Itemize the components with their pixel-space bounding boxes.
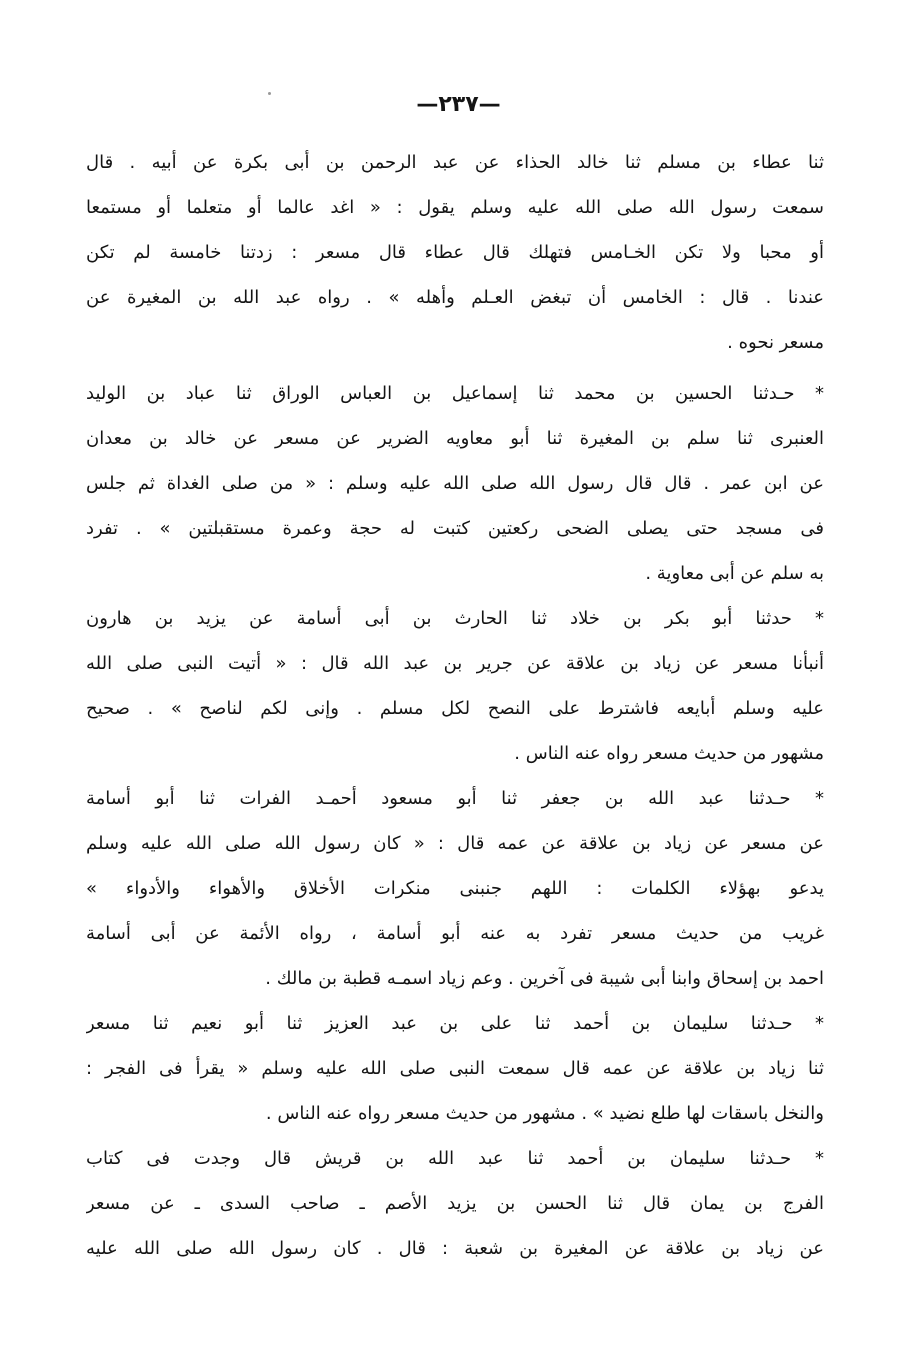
paragraph-1	[86, 140, 824, 365]
text-line: عليه وسلم أبايعه فاشترط على النصح لكل مسلم . وإنى لكم لناصح » . صحيح	[86, 698, 824, 719]
text-line: العنبرى ثنا سلم بن المغيرة ثنا أبو معاويه الضرير عن مسعر عن خالد بن معدان	[86, 428, 824, 449]
text-line: يدعو بهؤلاء الكلمات : اللهم جنبنى منكرات الأخلاق والأهواء والأدواء »	[86, 878, 824, 899]
text-line: * حـدثنا عبد الله بن جعفر ثنا أبو مسعود أحمـد الفرات ثنا أبو أسامة	[86, 788, 824, 809]
paragraph-3	[86, 596, 824, 776]
text-line: عن ابن عمر . قال قال رسول الله صلى الله عليه وسلم : « من صلى الغداة ثم جلس	[86, 473, 824, 494]
text-line: عن زياد بن علاقة عن المغيرة بن شعبة : قال . كان رسول الله صلى الله عليه	[86, 1238, 824, 1259]
paper-speck	[268, 92, 271, 95]
text-line: أو محبا ولا تكن الخـامس فتهلك قال عطاء قال مسعر : زدتنا خامسة لم تكن	[86, 242, 824, 263]
text-line: سمعت رسول الله صلى الله عليه وسلم يقول : « اغد عالما أو متعلما أو مستمعا	[86, 197, 824, 218]
text-line: مشهور من حديث مسعر رواه عنه الناس .	[514, 743, 824, 764]
text-line: مسعر نحوه .	[727, 332, 824, 353]
text-line: * حدثنا أبو بكر بن خلاد ثنا الحارث بن أبى أسامة عن يزيد بن هارون	[86, 608, 824, 629]
text-line: عن مسعر عن زياد بن علاقة عن عمه قال : « كان رسول الله صلى الله عليه وسلم	[86, 833, 824, 854]
text-line: * حـدثنا الحسين بن محمد ثنا إسماعيل بن العباس الوراق ثنا عباد بن الوليد	[86, 383, 824, 404]
text-line: ثنا عطاء بن مسلم ثنا خالد الحذاء عن عبد الرحمن بن أبى بكرة عن أبيه . قال	[86, 152, 824, 173]
text-line: الفرج بن يمان قال ثنا الحسن بن يزيد الأصم ـ صاحب السدى ـ عن مسعر	[86, 1193, 824, 1214]
text-line: به سلم عن أبى معاوية .	[645, 563, 824, 584]
paragraph-6	[86, 1136, 824, 1271]
text-line: والنخل باسقات لها طلع نضيد » . مشهور من حديث مسعر رواه عنه الناس .	[265, 1103, 824, 1124]
text-line: أنبأنا مسعر عن زياد بن علاقة عن جرير بن عبد الله قال : « أتيت النبى صلى الله	[86, 653, 824, 674]
body-text	[86, 140, 824, 1271]
paragraph-4	[86, 776, 824, 1001]
text-line: عندنا . قال : الخامس أن تبغض العـلم وأهله » . رواه عبد الله بن المغيرة عن	[86, 287, 824, 308]
text-line: فى مسجد حتى يصلى الضحى ركعتين كتبت له حجة وعمرة مستقبلتين » . تفرد	[86, 518, 824, 539]
text-line: * حـدثنا سليمان بن أحمد ثنا عبد الله بن قريش قال وجدت فى كتاب	[86, 1148, 824, 1169]
page-number: —٢٣٧—	[416, 92, 501, 117]
text-line: احمد بن إسحاق وابنا أبى شيبة فى آخرين . وعم زياد اسمـه قطبة بن مالك .	[265, 968, 824, 989]
paragraph-5	[86, 1001, 824, 1136]
paragraph-2	[86, 371, 824, 596]
text-line: * حـدثنا سليمان بن أحمد ثنا على بن عبد العزيز ثنا أبو نعيم ثنا مسعر	[86, 1013, 824, 1034]
text-line: ثنا زياد بن علاقة عن عمه قال سمعت النبى صلى الله عليه وسلم « يقرأ فى الفجر :	[86, 1058, 824, 1079]
text-line: غريب من حديث مسعر تفرد به عنه أبو أسامة ، رواه الأئمة عن أبى أسامة	[86, 923, 824, 944]
